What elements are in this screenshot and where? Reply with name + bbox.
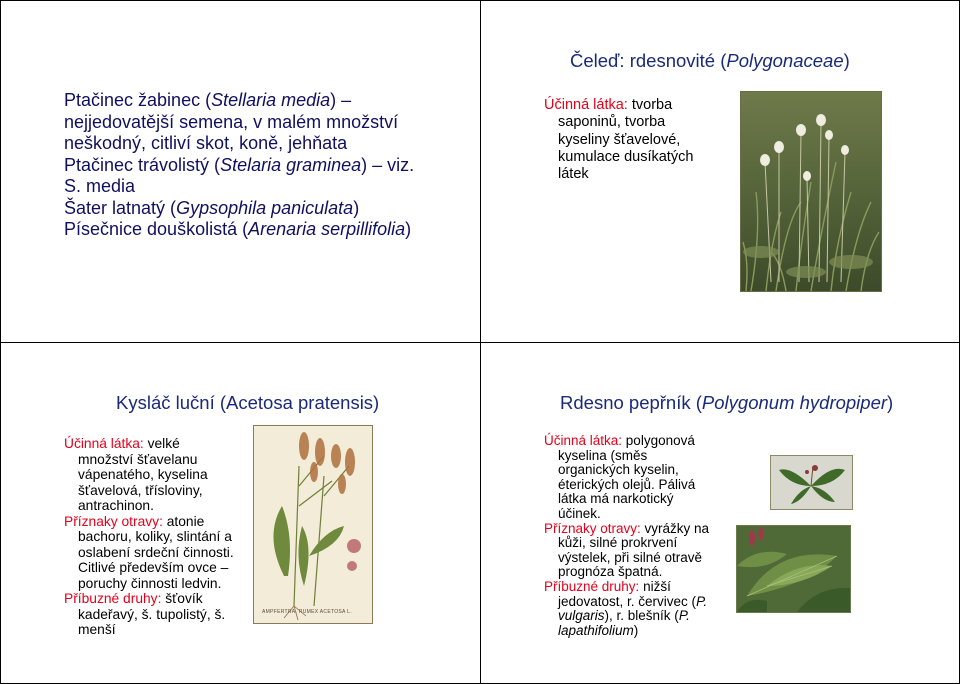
list-line: Ptačinec trávolistý (Stelaria graminea) – viz. xyxy=(64,154,415,175)
bistort-photo xyxy=(740,91,882,292)
slide-polygonum xyxy=(480,342,960,684)
species-list xyxy=(64,90,464,241)
list-line: Ptačinec žabinec (Stellaria media) – xyxy=(64,90,352,110)
active-substance: Účinná látka: tvorba saponinů, tvorba kyseliny šťavelové, kumulace dusíkatých látek xyxy=(544,97,694,183)
related-label: Příbuzné druhy: xyxy=(64,591,162,606)
related-label: Příbuzné druhy: xyxy=(544,578,640,594)
slide-title: Čeleď: rdesnovité (Polygonaceae) xyxy=(570,50,850,71)
active-label: Účinná látka: xyxy=(544,97,628,113)
plate-caption: AMPFERTRA. RUMEX ACETOSA L. xyxy=(262,609,352,615)
symptoms-label: Příznaky otravy: xyxy=(64,513,163,529)
list-line: Šater latnatý (Gypsophila paniculata) xyxy=(64,197,360,218)
slide-polygonaceae xyxy=(480,0,960,343)
list-line: neškodný, citliví skot, koně, jehňata xyxy=(64,133,348,153)
slide-title: Rdesno pepřník (Polygonum hydropiper) xyxy=(560,392,894,413)
slide-text: Účinná látka: polygonová kyselina (směs organických kyselin, éterických olejů. Pálivá látka má narkotický účinek. Příznaky otravy: vyrážky na kůži, silné prokrvení výstelek, při silné otravě prognóza špatná. Příbuzné druhy: nižší jedovatost, r. červivec (P. vulgaris), r. blešník (P. lapathifolium) xyxy=(544,433,710,638)
active-label: Účinná látka: xyxy=(64,436,144,451)
list-line: Písečnice douškolistá (Arenaria serpillifolia) xyxy=(64,219,412,239)
list-line: S. media xyxy=(64,176,136,196)
slide-title: Kysláč luční (Acetosa pratensis) xyxy=(116,392,380,413)
sorrel-botanical-plate xyxy=(253,425,373,624)
water-pepper-photo-large xyxy=(736,525,851,613)
symptoms-label: Příznaky otravy: xyxy=(544,520,641,536)
slide-text: Účinná látka: velké množství šťavelanu vápenatého, kyselina šťavelová, třísloviny, antrachinon. Příznaky otravy: atonie bachoru, koliky, slintání a oslabení srdeční činnosti. Citlivé především ovce – poruchy činnosti ledvin. Příbuzné druhy: šťovík kadeřavý, š. tupolistý, š. menší xyxy=(64,436,234,637)
list-line: nejjedovatější semena, v malém množství xyxy=(64,111,399,132)
slide-stellaria xyxy=(0,0,481,343)
slide-acetosa xyxy=(0,342,481,684)
active-label: Účinná látka: xyxy=(544,433,623,448)
water-pepper-photo-small xyxy=(770,455,853,510)
